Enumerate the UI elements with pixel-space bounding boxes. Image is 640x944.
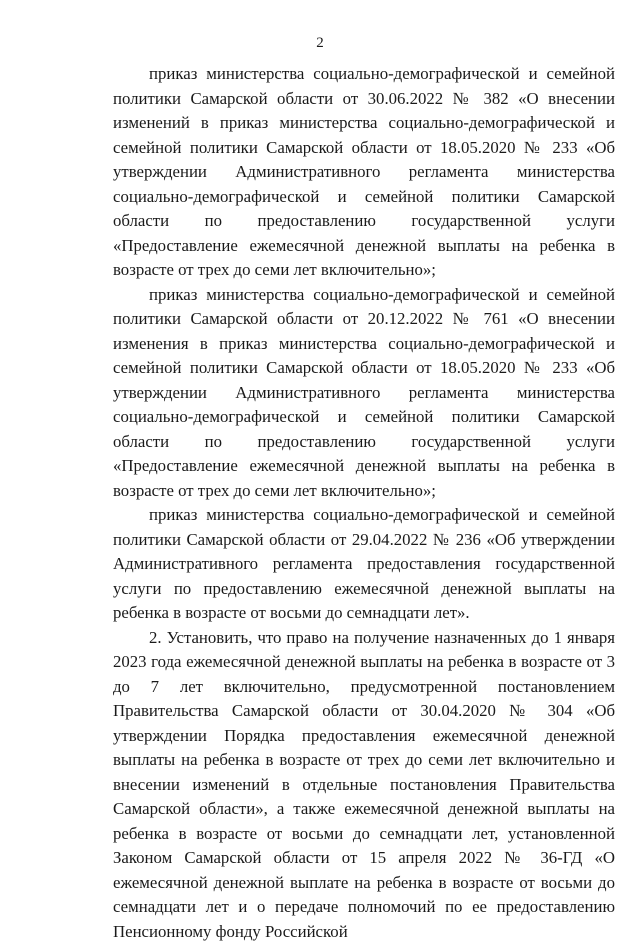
paragraph-order-382: приказ министерства социально-демографической и семейной политики Самарской области от 30.06.2022 № 382 «О внесении изменений в приказ министерства социально-демографической и семейной политики Самарской области от 18.05.2020 № 233 «Об утверждении Административного регламента министерства социально-демографической и семейной политики Самарской области по предоставлению государственной услуги «Предоставление ежемесячной денежной выплаты на ребенка в возрасте от трех до семи лет включительно»; — [113, 62, 615, 283]
document-body — [113, 62, 615, 944]
page-number: 2 — [0, 34, 640, 52]
paragraph-clause-2: 2. Установить, что право на получение назначенных до 1 января 2023 года ежемесячной денежной выплаты на ребенка в возрасте от 3 до 7 лет включительно, предусмотренной постановлением Правительства Самарской области от 30.04.2020 № 304 «Об утверждении Порядка предоставления ежемесячной денежной выплаты на ребенка в возрасте от трех до семи лет включительно и внесении изменений в отдельные постановления Правительства Самарской области», а также ежемесячной денежной выплаты на ребенка в возрасте от восьми до семнадцати лет, установленной Законом Самарской области от 15 апреля 2022 № 36-ГД «О ежемесячной денежной выплате на ребенка в возрасте от восьми до семнадцати лет и о передаче полномочий по ее предоставлению Пенсионному фонду Российской — [113, 626, 615, 944]
paragraph-order-236: приказ министерства социально-демографической и семейной политики Самарской области от 29.04.2022 № 236 «Об утверждении Административного регламента предоставления государственной услуги по предоставлению ежемесячной денежной выплаты на ребенка в возрасте от восьми до семнадцати лет». — [113, 503, 615, 626]
paragraph-order-761: приказ министерства социально-демографической и семейной политики Самарской области от 20.12.2022 № 761 «О внесении изменения в приказ министерства социально-демографической и семейной политики Самарской области от 18.05.2020 № 233 «Об утверждении Административного регламента министерства социально-демографической и семейной политики Самарской области по предоставлению государственной услуги «Предоставление ежемесячной денежной выплаты на ребенка в возрасте от трех до семи лет включительно»; — [113, 283, 615, 504]
